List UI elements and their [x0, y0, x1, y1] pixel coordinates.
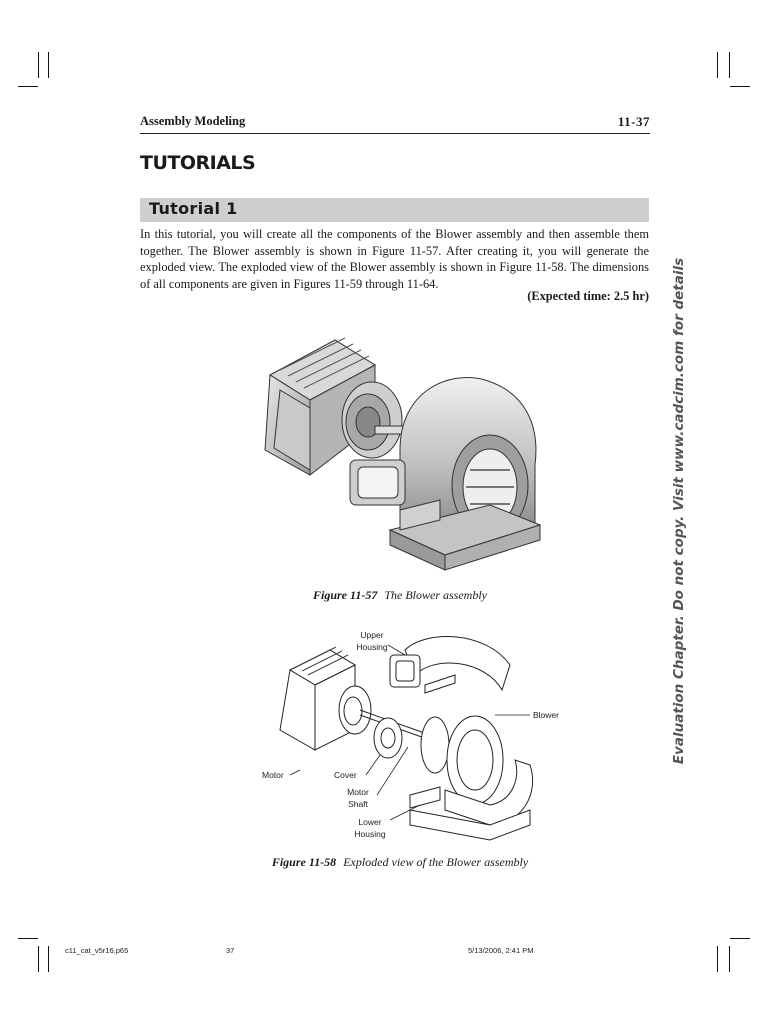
footer-timestamp: 5/13/2006, 2:41 PM	[468, 946, 534, 955]
page-title: TUTORIALS	[140, 152, 256, 174]
page-number: 11-37	[617, 114, 650, 129]
crop-mark	[729, 946, 730, 972]
footer-page: 37	[226, 946, 235, 955]
crop-mark	[18, 86, 38, 87]
label-motor: Motor	[262, 770, 284, 780]
figure-number: Figure 11-57	[313, 588, 378, 602]
crop-mark	[730, 938, 750, 939]
label-upper-housing: Upper	[360, 630, 384, 640]
crop-mark	[717, 946, 718, 972]
crop-mark	[730, 86, 750, 87]
label-upper-housing: Housing	[356, 642, 388, 652]
label-motor-shaft: Shaft	[348, 799, 368, 809]
label-blower: Blower	[533, 710, 559, 720]
crop-mark	[48, 52, 49, 78]
crop-mark	[38, 946, 39, 972]
footer-file: c11_cat_v5r16.p65	[65, 946, 129, 955]
crop-mark	[717, 52, 718, 78]
figure-blower-assembly	[250, 330, 550, 605]
label-lower-housing: Housing	[354, 829, 386, 839]
figure-exploded-view	[230, 625, 570, 875]
figure-caption	[250, 588, 550, 603]
blower-assembly-illustration	[250, 330, 550, 580]
figure-number: Figure 11-58	[271, 855, 337, 869]
exploded-view-illustration	[230, 625, 570, 850]
tutorial-body: In this tutorial, you will create all the components of the Blower assembly and then assemble them together. The Blower assembly is shown in Figure 11-57. After creating it, you will generate the exploded view. The exploded view of the Blower assembly is shown in Figure 11-58. The dimensions of all components are given in Figures 11-59 through 11-64.	[140, 227, 649, 291]
expected-time: (Expected time: 2.5 hr)	[527, 289, 649, 303]
tutorial-heading-bar	[140, 198, 649, 222]
crop-mark	[48, 946, 49, 972]
label-motor-shaft: Motor	[347, 787, 369, 797]
label-lower-housing: Lower	[358, 817, 382, 827]
running-header: Assembly Modeling	[140, 114, 246, 128]
side-watermark-text: Evaluation Chapter. Do not copy. Visit www.cadcim.com for details	[671, 257, 687, 765]
figure-caption-text: The Blower assembly	[384, 588, 487, 602]
crop-mark	[18, 938, 38, 939]
side-watermark	[668, 248, 690, 774]
crop-mark	[38, 52, 39, 78]
header-rule	[140, 133, 650, 134]
label-cover: Cover	[334, 770, 357, 780]
figure-caption	[230, 855, 570, 870]
tutorial-title: Tutorial 1	[149, 199, 238, 218]
figure-caption-text: Exploded view of the Blower assembly	[343, 855, 529, 869]
crop-mark	[729, 52, 730, 78]
